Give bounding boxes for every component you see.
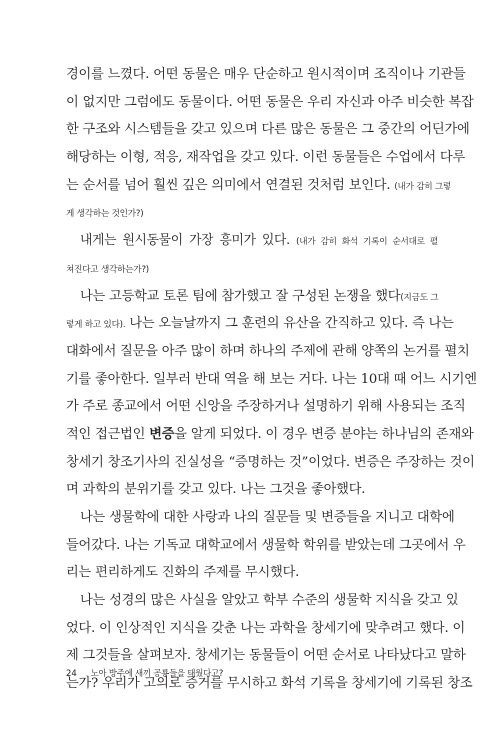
text-run: 가 주로 종교에서 어떤 신앙을 주장하거나 설명하기 위해 사용되는 조직 xyxy=(66,399,466,415)
author-note: (내가 감히 화석 기록이 순서대로 펼 xyxy=(296,237,438,248)
body-text xyxy=(66,61,477,698)
text-run: 리는 편리하게도 진화의 주제를 무시했다. xyxy=(66,565,300,581)
text-run: 었다. 이 인상적인 지식을 갖춘 나는 과학을 창세기에 맞추려고 했다. 이 xyxy=(66,620,465,636)
emphasis-term: 변증 xyxy=(149,426,175,442)
text-run: 경이를 느꼈다. 어떤 동물은 매우 단순하고 원시적이며 조직이나 기관들 xyxy=(66,67,466,82)
text-line xyxy=(66,172,452,200)
text-line xyxy=(66,61,466,89)
text-run: 대화에서 질문을 아주 많이 하며 하나의 주제에 관해 양쪽의 논거를 펼치 xyxy=(66,343,470,359)
paragraph xyxy=(66,227,438,282)
text-line xyxy=(66,393,466,421)
text-run: 는가? 우리가 고의로 증거를 무시하고 화석 기록을 창세기에 기록된 창조 xyxy=(66,676,473,692)
text-run: 내게는 원시동물이 가장 흥미가 있다. xyxy=(80,233,297,249)
text-run: 는 순서를 넘어 훨씬 깊은 의미에서 연결된 것처럼 보인다. xyxy=(66,177,395,193)
author-note: (지금도 그 xyxy=(400,292,439,303)
text-run: 한 구조와 시스템들을 갖고 있으며 다른 많은 동물은 그 중간의 어딘가에 xyxy=(66,122,470,138)
text-run: 창세기 창조기사의 진실성을 “증명하는 것”이었다. 변증은 주장하는 것이 xyxy=(66,454,475,470)
text-line xyxy=(66,283,438,311)
paragraph xyxy=(66,587,473,698)
text-line xyxy=(66,366,477,394)
text-line xyxy=(66,615,465,643)
text-line xyxy=(66,338,470,366)
paragraph xyxy=(66,504,466,587)
text-run: 며 과학의 분위기를 갖고 있다. 나는 그것을 좋아했다. xyxy=(66,482,366,498)
text-run: 기를 좋아한다. 일부러 반대 역을 해 보는 거다. 나는 10대 때 어느 시기엔 xyxy=(66,371,477,387)
text-line xyxy=(66,310,454,338)
text-run: 을 알게 되었다. 이 경우 변증 분야는 하나님의 존재와 xyxy=(174,426,474,442)
author-note: (내가 감히 그렇 xyxy=(394,181,452,192)
text-run: 나는 오늘날까지 그 훈련의 유산을 간직하고 있다. 즉 나는 xyxy=(125,316,454,332)
text-run: 나는 성경의 많은 사실을 알았고 학부 수준의 생물학 지식을 갖고 있 xyxy=(80,593,459,609)
text-run: 적인 접근법인 xyxy=(66,426,150,442)
text-line xyxy=(66,559,438,587)
text-run: 들어갔다. 나는 기독교 대학교에서 생물학 학위를 받았는데 그곳에서 우 xyxy=(66,537,466,553)
paragraph xyxy=(66,283,477,505)
text-run: 나는 생물학에 대한 사랑과 나의 질문들 및 변증들을 지니고 대학에 xyxy=(80,510,455,525)
text-line xyxy=(66,255,438,283)
text-line xyxy=(66,532,466,560)
text-line xyxy=(66,227,438,255)
paragraph xyxy=(66,61,474,227)
text-line xyxy=(66,504,455,532)
text-run: 나는 고등학교 토론 팀에 참가했고 잘 구성된 논쟁을 했다 xyxy=(80,288,401,304)
text-line xyxy=(66,449,475,477)
text-line xyxy=(66,144,465,172)
text-run: 이 없지만 그럼에도 동물이다. 어떤 동물은 우리 자신과 아주 비슷한 복잡 xyxy=(66,94,474,110)
page-footer xyxy=(66,667,223,679)
author-note: 게 생각하는 것인가?) xyxy=(66,209,144,220)
text-run: 해당하는 이형, 적응, 재작업을 갖고 있다. 이런 동물들은 수업에서 다루 xyxy=(66,150,465,166)
text-line xyxy=(66,89,474,117)
page-number: 24 xyxy=(66,668,77,678)
text-line xyxy=(66,199,438,227)
text-line xyxy=(66,476,438,504)
text-line xyxy=(66,421,474,449)
text-line xyxy=(66,116,470,144)
text-line xyxy=(66,587,459,615)
author-note: 쳐진다고 생각하는가?) xyxy=(66,264,149,275)
author-note: 렇게 하고 있다). xyxy=(66,320,126,331)
text-run: 제 그것들을 살펴보자. 창세기는 동물들이 어떤 순서로 나타났다고 말하 xyxy=(66,648,466,664)
text-line xyxy=(66,642,466,670)
running-title: 노아 방주에 새끼 공룡들을 태웠다고? xyxy=(90,668,224,678)
